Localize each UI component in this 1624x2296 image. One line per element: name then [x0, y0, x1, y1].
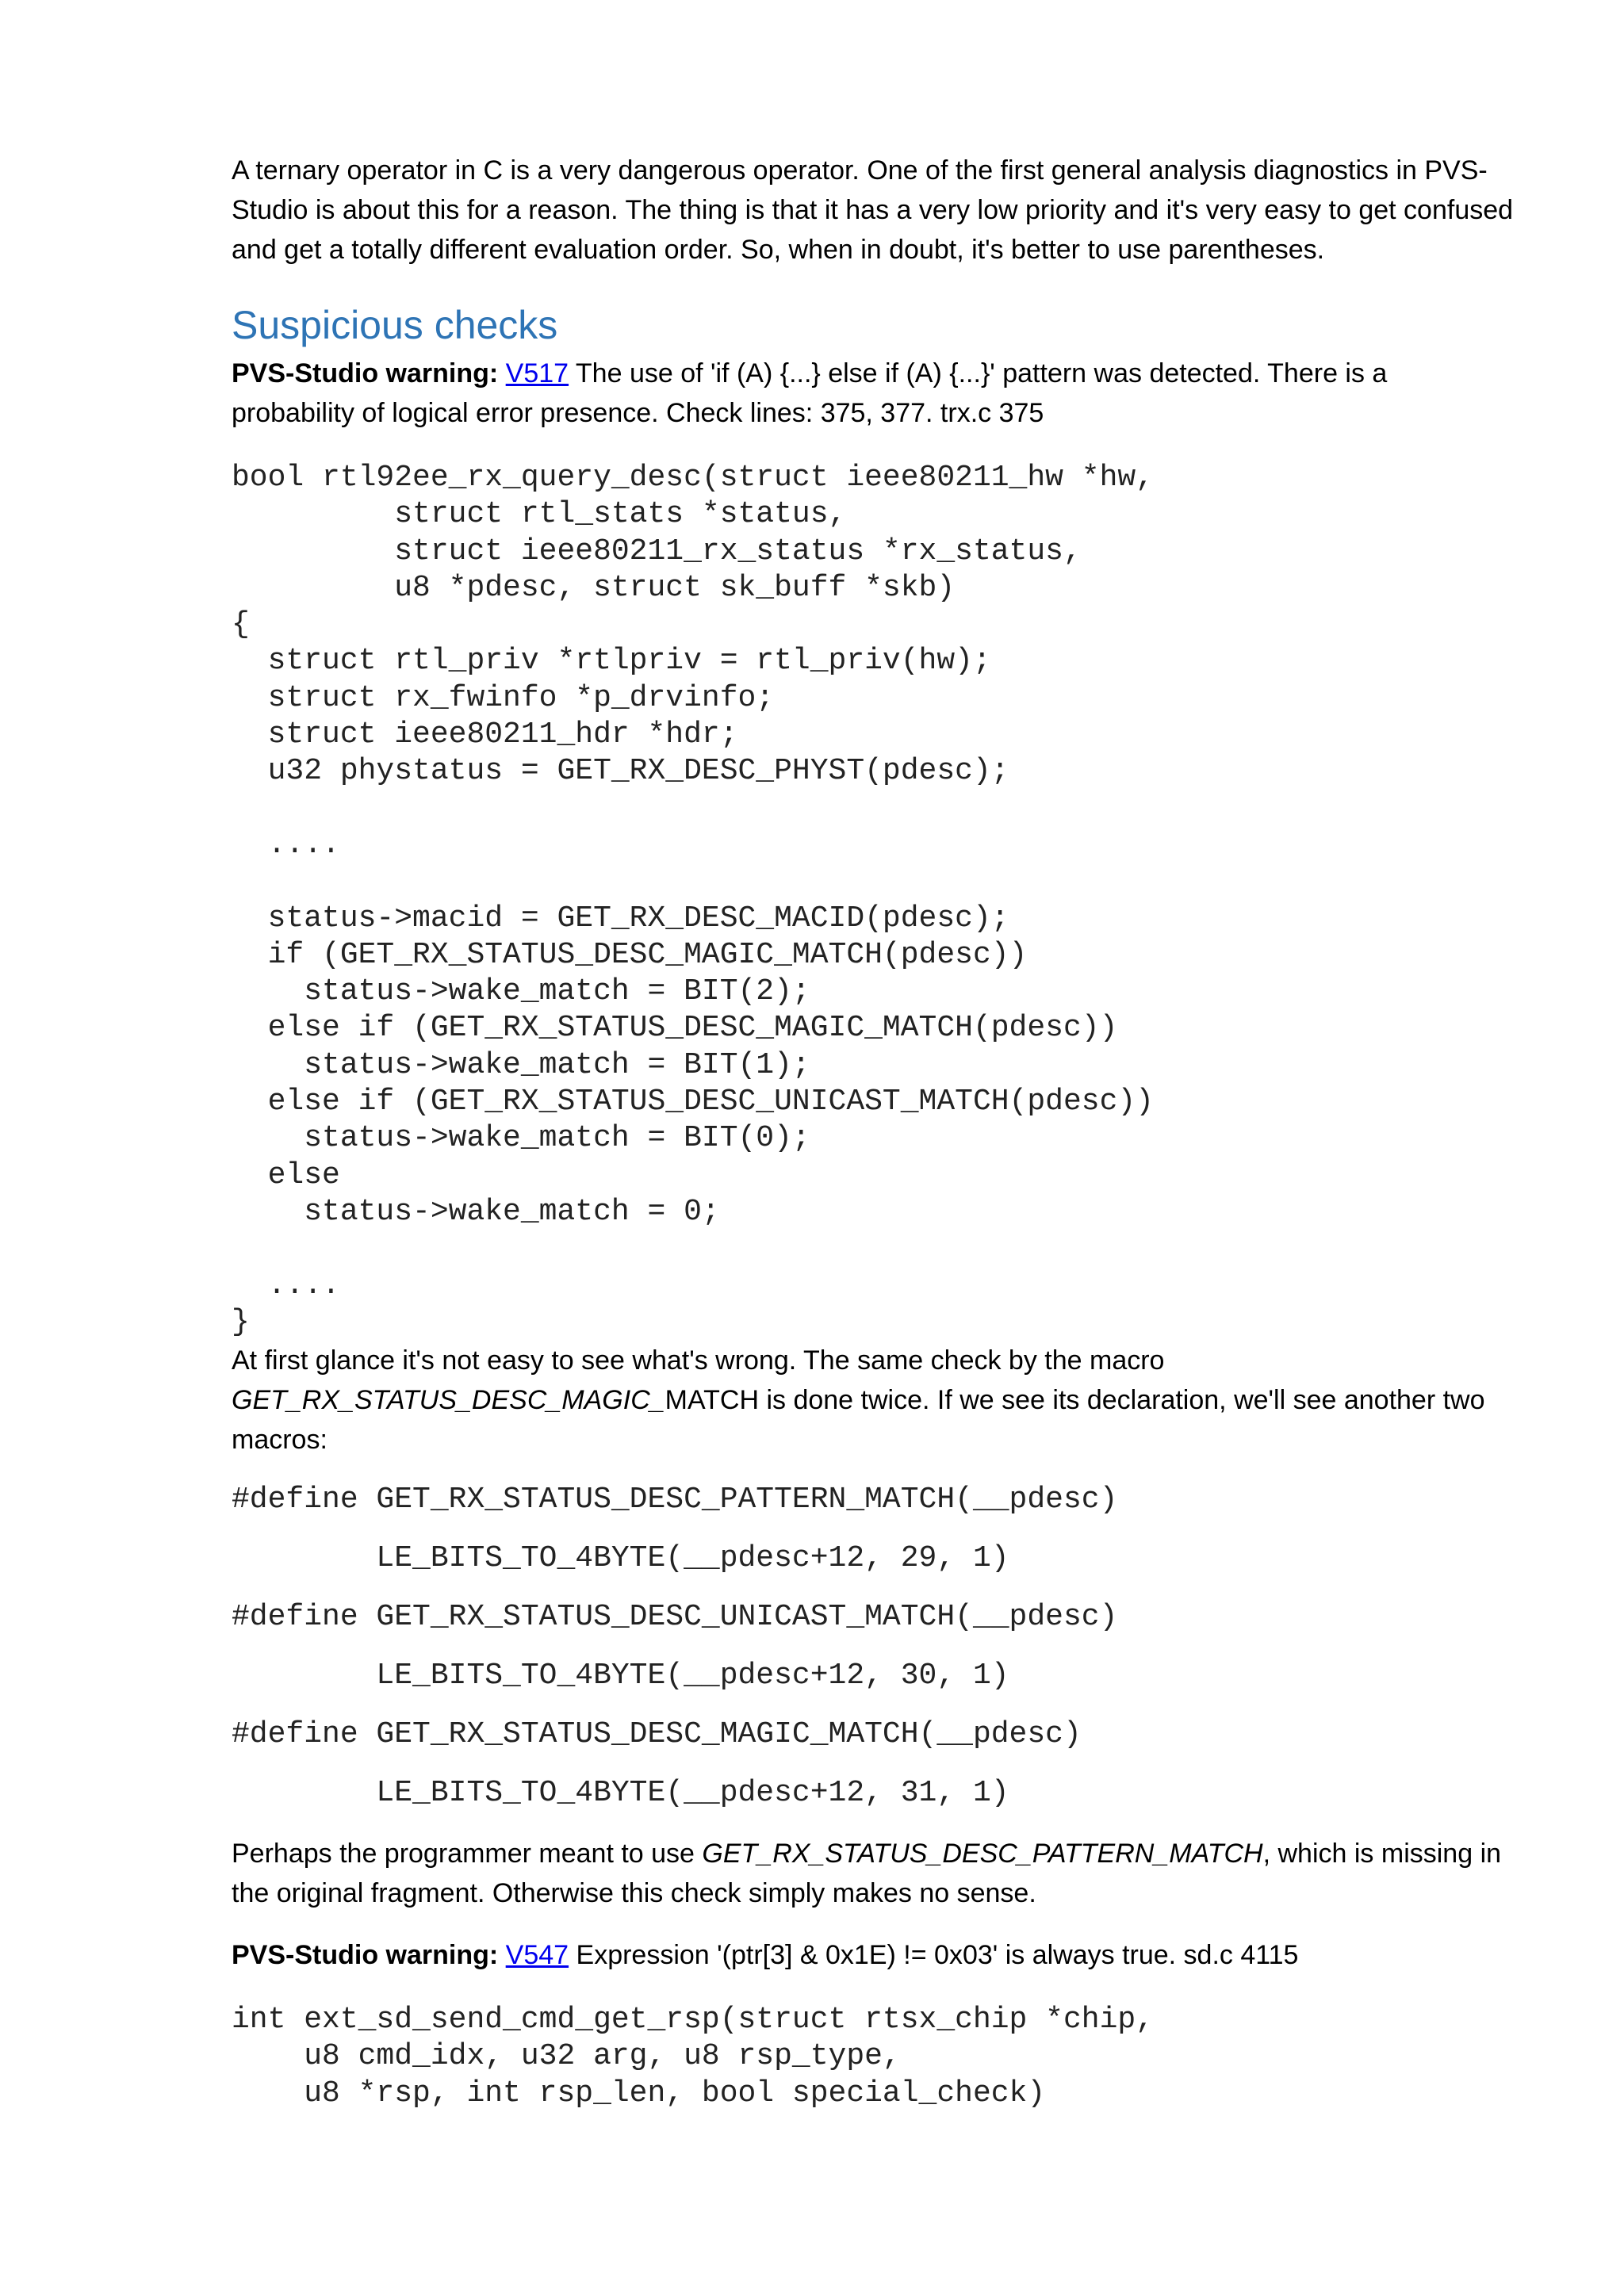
- warning-text: The use of 'if (A) {...} else if (A) {...}' pattern was detected. There is a probability of logical error presence. Check lines: 375, 377. trx.c 375: [232, 358, 1388, 428]
- text-run: MATCH is done twice. If we see its declaration, we'll see another two macros:: [232, 1385, 1485, 1456]
- conclusion-paragraph: [232, 1834, 1516, 1913]
- text-run: At first glance it's not easy to see what's wrong. The same check by the macro: [232, 1345, 1165, 1376]
- warning-text: Expression '(ptr[3] & 0x1E) != 0x03' is always true. sd.c 4115: [569, 1940, 1299, 1971]
- italic-macro: GET_RX_STATUS_DESC_PATTERN_MATCH: [702, 1839, 1263, 1869]
- code-block-rx-query-desc: [232, 460, 1516, 1341]
- warning-v547: [232, 1935, 1516, 1975]
- define-line: LE_BITS_TO_4BYTE(__pdesc+12, 31, 1): [232, 1776, 1009, 1811]
- warning-label: PVS-Studio warning:: [232, 358, 499, 388]
- define-line: #define GET_RX_STATUS_DESC_MAGIC_MATCH(__pdesc): [232, 1717, 1082, 1752]
- section-heading: Suspicious checks: [232, 303, 558, 347]
- macro-definitions: [232, 1482, 1516, 1812]
- define-line: LE_BITS_TO_4BYTE(__pdesc+12, 29, 1): [232, 1541, 1009, 1576]
- document-page: [232, 151, 1516, 2112]
- italic-macro: GET_RX_STATUS_DESC_MAGIC_: [232, 1385, 665, 1416]
- text-run: Perhaps the programmer meant to use: [232, 1839, 703, 1869]
- text-run: , which is missing in the original fragment. Otherwise this check simply makes no sense.: [232, 1839, 1502, 1909]
- diagnostic-link-v517[interactable]: V517: [505, 358, 569, 388]
- explanation-paragraph: [232, 1341, 1516, 1460]
- warning-label: PVS-Studio warning:: [232, 1940, 499, 1971]
- define-line: #define GET_RX_STATUS_DESC_UNICAST_MATCH(__pdesc): [232, 1600, 1118, 1635]
- code-text: int ext_sd_send_cmd_get_rsp(struct rtsx_chip *chip, u8 cmd_idx, u32 arg, u8 rsp_type, u8 *rsp, int rsp_len, bool special_check): [232, 2003, 1154, 2110]
- code-text: bool rtl92ee_rx_query_desc(struct ieee80211_hw *hw, struct rtl_stats *status, struct ieee80211_rx_status *rx_status, u8 *pdesc, struct sk_buff *skb) { struct rtl_priv *rtlpriv = rtl_priv(hw); struct rx_fwinfo *p_drvinfo; struct ieee80211_hdr *hdr; u32 phystatus = GET_RX_DESC_PHYST(pdesc); .... status->macid = GET_RX_DESC_MACID(pdesc); if (GET_RX_STATUS_DESC_MAGIC_MATCH(pdesc)) status->wake_match = BIT(2); else if (GET_RX_STATUS_DESC_MAGIC_MATCH(pdesc)) status->wake_match = BIT(1); else if (GET_RX_STATUS_DESC_UNICAST_MATCH(pdesc)) status->wake_match = BIT(0); else status->wake_match = 0; .... }: [232, 461, 1154, 1339]
- warning-v517: [232, 354, 1516, 433]
- diagnostic-link-v547[interactable]: V547: [505, 1940, 569, 1971]
- intro-paragraph: A ternary operator in C is a very dangerous operator. One of the first general analysis diagnostics in PVS-Studio is about this for a reason. The thing is that it has a very low priority and it's very easy to get confused and get a totally different evaluation order. So, when in doubt, it's better to use parentheses.: [232, 155, 1514, 265]
- define-line: LE_BITS_TO_4BYTE(__pdesc+12, 30, 1): [232, 1659, 1009, 1693]
- define-line: #define GET_RX_STATUS_DESC_PATTERN_MATCH(__pdesc): [232, 1483, 1118, 1517]
- code-block-ext-sd-send-cmd: [232, 2002, 1516, 2112]
